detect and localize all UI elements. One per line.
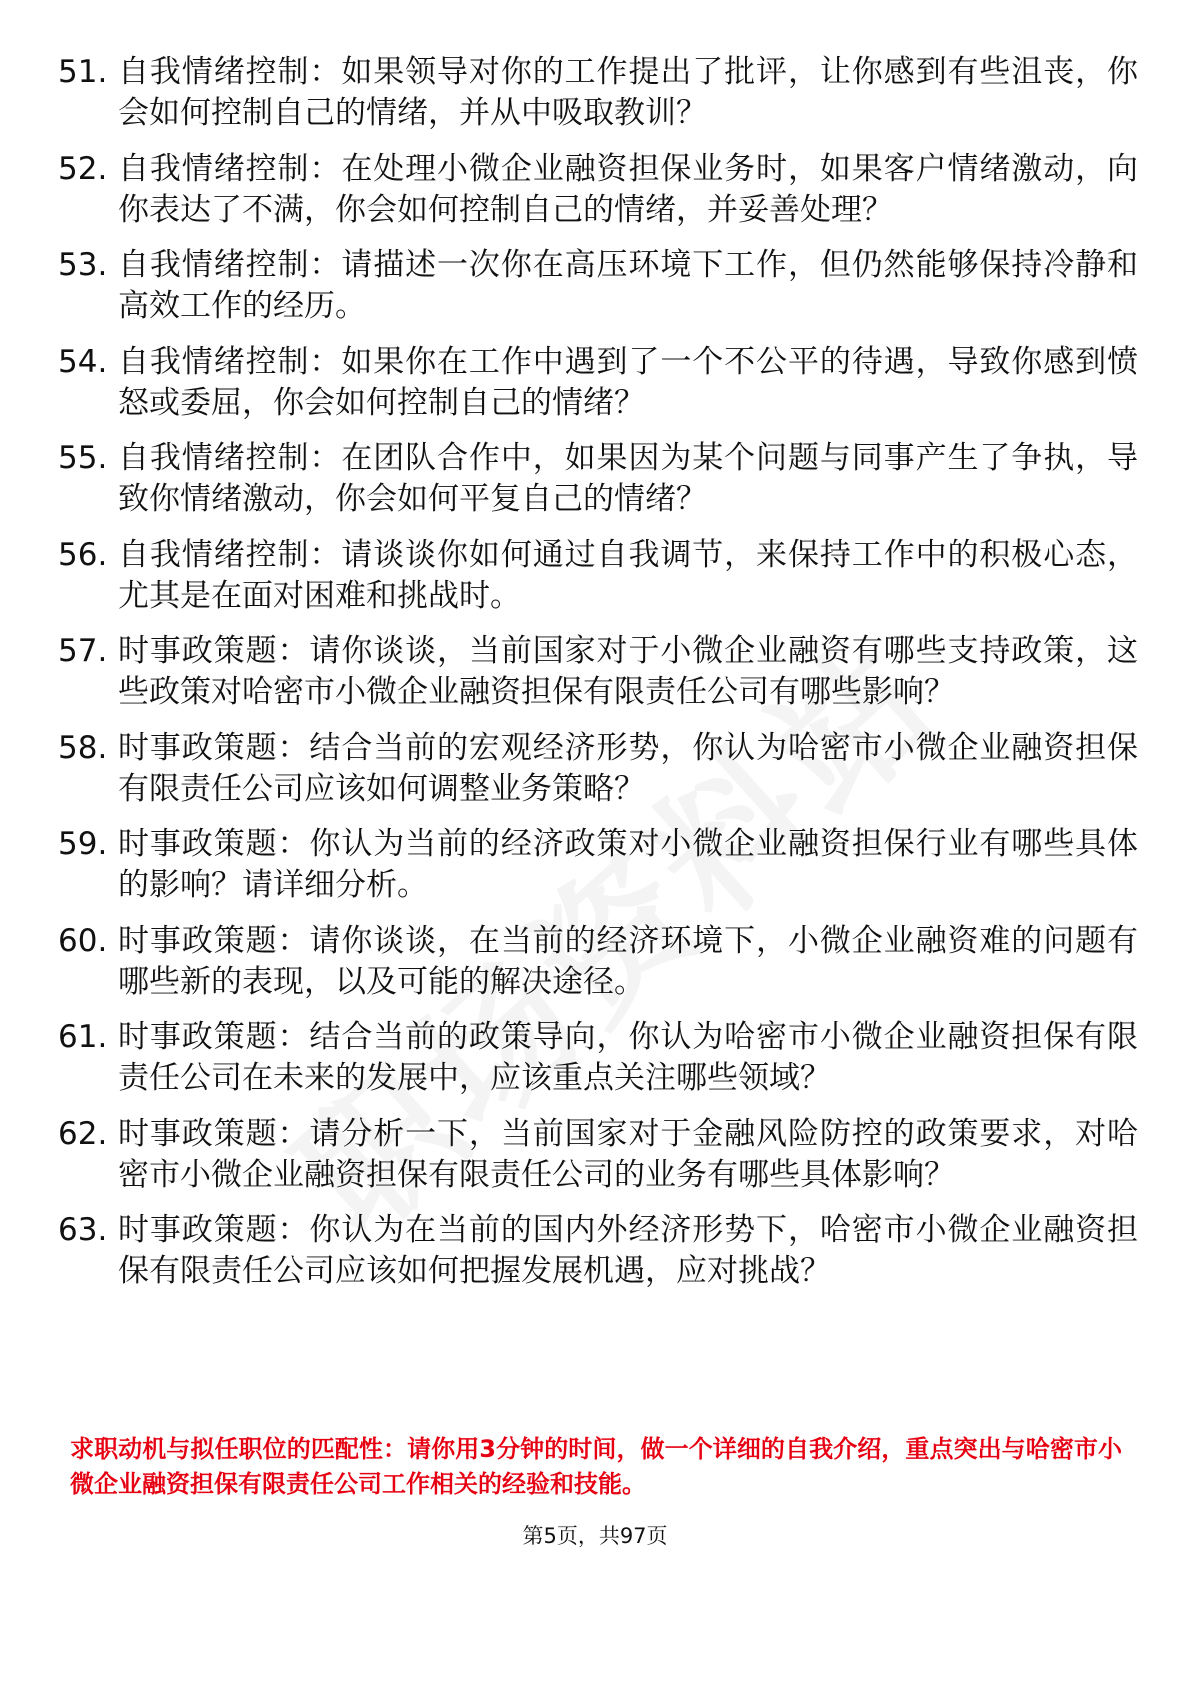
question-item bbox=[58, 728, 1138, 810]
question-number: 56. bbox=[58, 536, 108, 573]
question-text: 时事政策题：请分析一下，当前国家对于金融风险防控的政策要求，对哈密市小微企业融资担保有限责任公司的业务有哪些具体影响？ bbox=[118, 1115, 1138, 1193]
question-text: 自我情绪控制：如果你在工作中遇到了一个不公平的待遇，导致你感到愤怒或委屈，你会如何控制自己的情绪？ bbox=[118, 343, 1138, 421]
question-number: 60. bbox=[58, 922, 108, 959]
question-item bbox=[58, 1114, 1138, 1196]
question-text: 自我情绪控制：请描述一次你在高压环境下工作，但仍然能够保持冷静和高效工作的经历。 bbox=[118, 247, 1138, 324]
question-number: 55. bbox=[58, 440, 108, 476]
question-number: 58. bbox=[58, 729, 108, 766]
question-number: 63. bbox=[58, 1212, 108, 1248]
question-number: 51. bbox=[58, 54, 108, 90]
question-number: 61. bbox=[58, 1019, 108, 1055]
question-text: 时事政策题：你认为当前的经济政策对小微企业融资担保行业有哪些具体的影响？请详细分析。 bbox=[118, 826, 1138, 903]
question-list bbox=[58, 52, 1138, 1307]
question-text: 自我情绪控制：在团队合作中，如果因为某个问题与同事产生了争执，导致你情绪激动，你会如何平复自己的情绪？ bbox=[118, 440, 1138, 517]
question-item bbox=[58, 921, 1138, 1003]
question-item bbox=[58, 1210, 1138, 1292]
question-item bbox=[58, 535, 1138, 617]
question-item bbox=[58, 1017, 1138, 1099]
question-text: 时事政策题：结合当前的政策导向，你认为哈密市小微企业融资担保有限责任公司在未来的发展中，应该重点关注哪些领域？ bbox=[118, 1019, 1138, 1096]
question-text: 时事政策题：结合当前的宏观经济形势，你认为哈密市小微企业融资担保有限责任公司应该如何调整业务策略？ bbox=[118, 729, 1138, 807]
question-item bbox=[58, 149, 1138, 231]
question-text: 自我情绪控制：请谈谈你如何通过自我调节，来保持工作中的积极心态，尤其是在面对困难和挑战时。 bbox=[118, 536, 1138, 614]
question-item bbox=[58, 631, 1138, 713]
question-number: 53. bbox=[58, 247, 108, 283]
question-text: 时事政策题：请你谈谈，当前国家对于小微企业融资有哪些支持政策，这些政策对哈密市小微企业融资担保有限责任公司有哪些影响？ bbox=[118, 633, 1138, 710]
question-item bbox=[58, 824, 1138, 906]
question-text: 时事政策题：你认为在当前的国内外经济形势下，哈密市小微企业融资担保有限责任公司应该如何把握发展机遇，应对挑战？ bbox=[118, 1212, 1138, 1289]
question-number: 57. bbox=[58, 633, 108, 669]
question-text: 自我情绪控制：在处理小微企业融资担保业务时，如果客户情绪激动，向你表达了不满，你会如何控制自己的情绪，并妥善处理？ bbox=[118, 150, 1138, 228]
question-item bbox=[58, 52, 1138, 134]
question-text: 自我情绪控制：如果领导对你的工作提出了批评，让你感到有些沮丧，你会如何控制自己的情绪，并从中吸取教训？ bbox=[118, 54, 1138, 131]
highlight-question: 求职动机与拟任职位的匹配性：请你用3分钟的时间，做一个详细的自我介绍，重点突出与哈密市小微企业融资担保有限责任公司工作相关的经验和技能。 bbox=[70, 1435, 1122, 1498]
question-number: 52. bbox=[58, 150, 108, 187]
question-number: 54. bbox=[58, 343, 108, 380]
question-item bbox=[58, 438, 1138, 520]
question-number: 62. bbox=[58, 1115, 108, 1152]
question-item bbox=[58, 245, 1138, 327]
page-number: 第5页，共97页 bbox=[522, 1524, 668, 1548]
question-item bbox=[58, 342, 1138, 424]
question-text: 时事政策题：请你谈谈，在当前的经济环境下，小微企业融资难的问题有哪些新的表现，以及可能的解决途径。 bbox=[118, 922, 1138, 1000]
question-number: 59. bbox=[58, 826, 108, 862]
